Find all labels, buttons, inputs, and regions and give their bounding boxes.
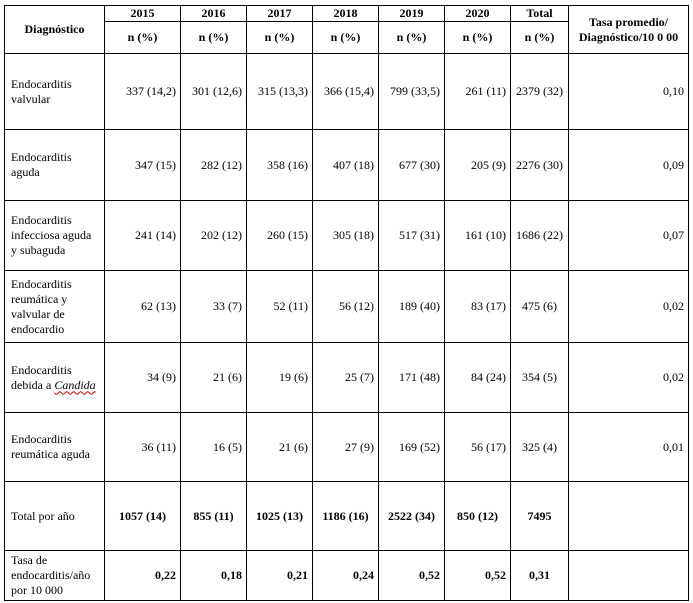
cell: 25 (7) bbox=[313, 343, 379, 413]
cell: 301 (12,6) bbox=[181, 54, 247, 130]
row-label: Total por año bbox=[5, 482, 105, 551]
cell-total: 2379 (32) bbox=[511, 54, 569, 130]
cell: 0,52 bbox=[379, 551, 445, 601]
table-row bbox=[5, 130, 689, 201]
cell: 0,18 bbox=[181, 551, 247, 601]
cell: 56 (12) bbox=[313, 271, 379, 343]
cell-tasa: 0,02 bbox=[569, 271, 689, 343]
cell: 21 (6) bbox=[181, 343, 247, 413]
row-label: Endocarditis reumática y valvular de endocardio bbox=[5, 271, 105, 343]
header-year: 2015 bbox=[105, 6, 181, 22]
cell: 171 (48) bbox=[379, 343, 445, 413]
cell: 161 (10) bbox=[445, 201, 511, 271]
cell: 305 (18) bbox=[313, 201, 379, 271]
endocarditis-table bbox=[4, 5, 689, 601]
cell-total: 1686 (22) bbox=[511, 201, 569, 271]
table-row bbox=[5, 201, 689, 271]
cell-tasa: 0,07 bbox=[569, 201, 689, 271]
cell-total: 2276 (30) bbox=[511, 130, 569, 201]
cell: 189 (40) bbox=[379, 271, 445, 343]
cell: 27 (9) bbox=[313, 413, 379, 482]
cell: 202 (12) bbox=[181, 201, 247, 271]
cell-total: 7495 bbox=[511, 482, 569, 551]
cell: 517 (31) bbox=[379, 201, 445, 271]
cell: 0,21 bbox=[247, 551, 313, 601]
cell: 36 (11) bbox=[105, 413, 181, 482]
row-label: Endocarditis aguda bbox=[5, 130, 105, 201]
cell: 241 (14) bbox=[105, 201, 181, 271]
row-label-prefix: Endocarditis debida a bbox=[11, 362, 72, 392]
cell: 282 (12) bbox=[181, 130, 247, 201]
cell: 358 (16) bbox=[247, 130, 313, 201]
cell: 19 (6) bbox=[247, 343, 313, 413]
header-n-pct: n (%) bbox=[313, 22, 379, 54]
cell: 2522 (34) bbox=[379, 482, 445, 551]
cell-tasa: 0,10 bbox=[569, 54, 689, 130]
header-n-pct: n (%) bbox=[105, 22, 181, 54]
cell: 366 (15,4) bbox=[313, 54, 379, 130]
cell-total: 475 (6) bbox=[511, 271, 569, 343]
cell: 169 (52) bbox=[379, 413, 445, 482]
cell: 52 (11) bbox=[247, 271, 313, 343]
row-label-italic: Candida bbox=[54, 377, 96, 392]
header-n-pct: n (%) bbox=[379, 22, 445, 54]
cell: 337 (14,2) bbox=[105, 54, 181, 130]
tasa-row bbox=[5, 551, 689, 601]
cell: 855 (11) bbox=[181, 482, 247, 551]
header-year: 2016 bbox=[181, 6, 247, 22]
row-label: Endocarditis valvular bbox=[5, 54, 105, 130]
table-row bbox=[5, 413, 689, 482]
header-n-pct: n (%) bbox=[445, 22, 511, 54]
cell: 850 (12) bbox=[445, 482, 511, 551]
cell: 347 (15) bbox=[105, 130, 181, 201]
cell: 21 (6) bbox=[247, 413, 313, 482]
cell: 205 (9) bbox=[445, 130, 511, 201]
cell-tasa: 0,09 bbox=[569, 130, 689, 201]
cell: 83 (17) bbox=[445, 271, 511, 343]
cell: 261 (11) bbox=[445, 54, 511, 130]
cell-total: 354 (5) bbox=[511, 343, 569, 413]
cell: 56 (17) bbox=[445, 413, 511, 482]
cell: 0,52 bbox=[445, 551, 511, 601]
cell-tasa: 0,01 bbox=[569, 413, 689, 482]
header-year: 2018 bbox=[313, 6, 379, 22]
cell: 407 (18) bbox=[313, 130, 379, 201]
cell-tasa bbox=[569, 551, 689, 601]
cell: 1057 (14) bbox=[105, 482, 181, 551]
cell: 62 (13) bbox=[105, 271, 181, 343]
cell-total: 325 (4) bbox=[511, 413, 569, 482]
cell: 1025 (13) bbox=[247, 482, 313, 551]
table-row bbox=[5, 54, 689, 130]
cell: 260 (15) bbox=[247, 201, 313, 271]
cell: 315 (13,3) bbox=[247, 54, 313, 130]
cell: 0,22 bbox=[105, 551, 181, 601]
row-label: Endocarditis infecciosa aguda y subaguda bbox=[5, 201, 105, 271]
header-tasa: Tasa promedio/ Diagnóstico/10 0 00 bbox=[569, 6, 689, 54]
header-n-pct: n (%) bbox=[511, 22, 569, 54]
header-year: 2019 bbox=[379, 6, 445, 22]
cell: 677 (30) bbox=[379, 130, 445, 201]
cell-total: 0,31 bbox=[511, 551, 569, 601]
cell: 33 (7) bbox=[181, 271, 247, 343]
header-n-pct: n (%) bbox=[181, 22, 247, 54]
total-row bbox=[5, 482, 689, 551]
header-diagnostico: Diagnóstico bbox=[5, 6, 105, 54]
header-year: 2017 bbox=[247, 6, 313, 22]
cell: 34 (9) bbox=[105, 343, 181, 413]
cell: 84 (24) bbox=[445, 343, 511, 413]
header-total: Total bbox=[511, 6, 569, 22]
cell: 16 (5) bbox=[181, 413, 247, 482]
table-row bbox=[5, 271, 689, 343]
cell: 0,24 bbox=[313, 551, 379, 601]
cell-tasa: 0,02 bbox=[569, 343, 689, 413]
header-year: 2020 bbox=[445, 6, 511, 22]
table-row bbox=[5, 343, 689, 413]
cell: 1186 (16) bbox=[313, 482, 379, 551]
row-label bbox=[5, 343, 105, 413]
row-label: Endocarditis reumática aguda bbox=[5, 413, 105, 482]
row-label: Tasa de endocarditis/año por 10 000 bbox=[5, 551, 105, 601]
cell: 799 (33,5) bbox=[379, 54, 445, 130]
header-n-pct: n (%) bbox=[247, 22, 313, 54]
cell-tasa bbox=[569, 482, 689, 551]
